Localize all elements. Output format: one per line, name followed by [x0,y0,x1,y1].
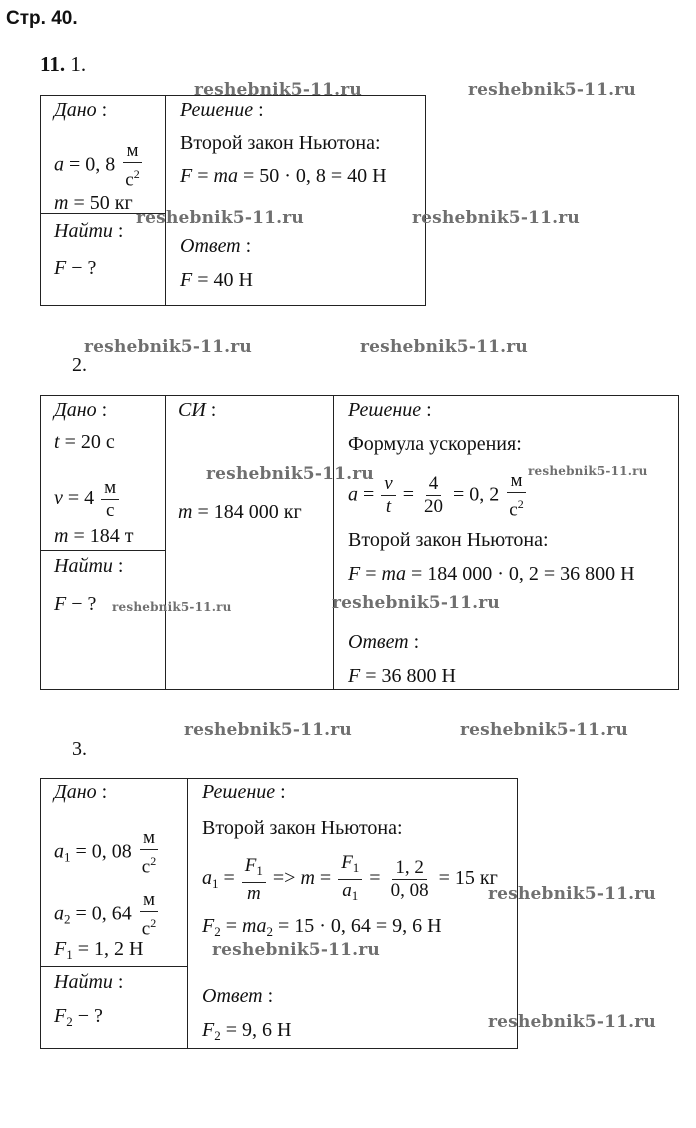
watermark: reshebnik5-11.ru [212,940,380,960]
p3-find-header: Найти : [54,971,124,993]
p3-find-F2: $F_2$ − ? [54,1005,103,1029]
p2-find-header: Найти : [54,555,124,577]
p3-newton-law: Второй закон Ньютона: [202,817,403,839]
p2-newton-law: Второй закон Ньютона: [348,529,549,551]
p2-find-F: F − ? [54,593,97,615]
p2-si-header: СИ : [178,399,217,421]
page-title: Стр. 40. [6,8,78,29]
p2-given-v: v = 4 $\frac{м}{с}$ [54,477,121,522]
p2-given-m: m = 184 т [54,525,134,547]
p3-solution-header: Решение : [202,781,286,803]
task-number [40,52,86,77]
problem-2-divider-1 [165,395,166,690]
p3-given-header: Дано : [54,781,108,803]
task-number-label: 11. [40,52,66,76]
p1-equation: F = ma = 50 · 0, 8 = 40 Н [180,165,387,187]
subproblem-2-label: 2. [72,354,87,376]
problem-3-divider [187,778,188,1049]
p1-given-a: a = 0, 8 $\frac{м}{с^2}$ [54,140,140,191]
p2-given-t: t = 20 с [54,431,115,453]
problem-2-divider-2 [333,395,334,690]
watermark: reshebnik5-11.ru [528,464,648,478]
p2-solution-header: Решение : [348,399,432,421]
watermark: reshebnik5-11.ru [488,884,656,904]
p1-answer-header: Ответ : [180,235,252,257]
p3-answer: $F_2 = 9$, 6 Н [202,1019,292,1043]
watermark: reshebnik5-11.ru [488,1012,656,1032]
p2-force-equation: F = ma = 184 000 · 0, 2 = 36 800 Н [348,563,635,585]
subproblem-3-label: 3. [72,738,87,760]
subproblem-1-label: 1. [70,52,87,76]
p3-given-a2: $a_2 = 0$, 64 $\frac{м}{с^2}$ [54,889,157,940]
watermark: reshebnik5-11.ru [468,80,636,100]
p1-find-header: Найти : [54,220,124,242]
p2-si-m: m = 184 000 кг [178,501,302,523]
watermark: reshebnik5-11.ru [412,208,580,228]
p3-given-F1: $F_1 = 1$, 2 Н [54,938,144,962]
p1-newton-law: Второй закон Ньютона: [180,132,381,154]
p3-answer-header: Ответ : [202,985,274,1007]
watermark: reshebnik5-11.ru [84,337,252,357]
p2-answer: F = 36 800 Н [348,665,456,687]
watermark: reshebnik5-11.ru [206,464,374,484]
p2-answer-header: Ответ : [348,631,420,653]
p1-answer: F = 40 Н [180,269,253,291]
p2-accel-equation: a = $\frac{v}{t}$ = $\frac{4}{20}$ = 0, 2 $\frac{м}{с^2}$ [348,470,524,521]
p1-given-m: m = 50 кг [54,192,133,214]
p1-solution-header: Решение : [180,99,264,121]
p3-mass-equation: $a_1$ = $\frac{F_1}{m}$ => m = $\frac{F_1}{a_1}$ = $\frac{1, 2}{0, 08}$ = 15 кг [202,852,498,904]
watermark: reshebnik5-11.ru [460,720,628,740]
p2-accel-formula-label: Формула ускорения: [348,433,522,455]
problem-1-divider [165,95,166,306]
watermark: reshebnik5-11.ru [112,600,232,614]
watermark: reshebnik5-11.ru [194,80,362,100]
problem-2-given-divider [40,550,166,551]
watermark: reshebnik5-11.ru [332,593,500,613]
p3-given-a1: $a_1 = 0$, 08 $\frac{м}{с^2}$ [54,827,157,878]
watermark: reshebnik5-11.ru [184,720,352,740]
watermark: reshebnik5-11.ru [136,208,304,228]
p3-force-equation: $F_2 = ma_2 = 15 \cdot 0$, 64 = 9, 6 Н [202,915,442,939]
p2-given-header: Дано : [54,399,108,421]
p1-given-header: Дано : [54,99,108,121]
p1-find-F: F − ? [54,257,97,279]
watermark: reshebnik5-11.ru [360,337,528,357]
